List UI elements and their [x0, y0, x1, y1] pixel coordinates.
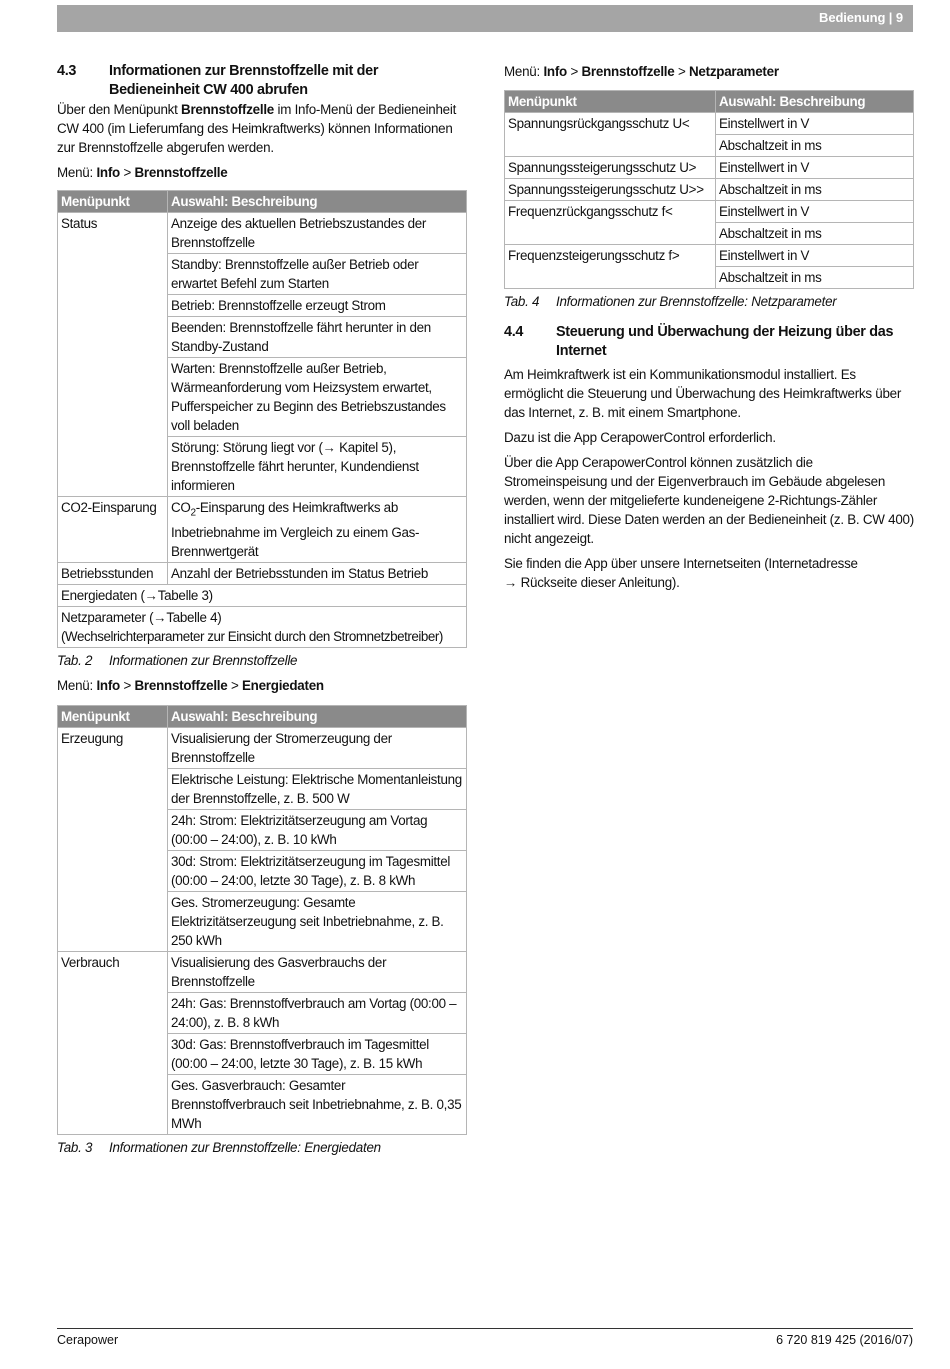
table-energiedaten: [57, 705, 467, 1135]
table-row: [505, 201, 914, 223]
table-cell: Ges. Gasverbrauch: Gesamter Brennstoffverbrauch seit Inbetriebnahme, z. B. 0,35 MWh: [168, 1074, 467, 1134]
table-brennstoffzelle: [57, 190, 467, 648]
table-cell: Abschaltzeit in ms: [716, 135, 914, 157]
table-cell: Abschaltzeit in ms: [716, 267, 914, 289]
section-title: Steuerung und Überwachung der Heizung über das Internet: [556, 324, 894, 359]
table-caption: Tab. 4 Informationen zur Brennstoffzelle: Netzparameter: [504, 294, 837, 309]
table-header-row: [505, 91, 914, 113]
table-cell: 24h: Strom: Elektrizitätserzeugung am Vortag (00:00 – 24:00), z. B. 10 kWh: [168, 809, 467, 850]
column-header: Auswahl: Beschreibung: [716, 91, 914, 113]
left-column: [57, 62, 467, 1163]
table-cell: $CO_2$-Einsparung des Heimkraftwerks ab Inbetriebnahme im Vergleich zu einem Gas-Brennwertgerät: [168, 497, 467, 563]
paragraph: Dazu ist die App CerapowerControl erforderlich.: [504, 430, 776, 445]
section-number: 4.4: [504, 324, 524, 340]
table-cell: Ges. Stromerzeugung: Gesamte Elektrizitätserzeugung seit Inbetriebnahme, z. B. 250 kWh: [168, 891, 467, 951]
row-label: Spannungssteigerungsschutz U>>: [505, 179, 716, 201]
table-row: [505, 113, 914, 135]
table-row: [58, 562, 467, 584]
table-cell: Standby: Brennstoffzelle außer Betrieb oder erwartet Befehl zum Starten: [168, 254, 467, 295]
column-header: Auswahl: Beschreibung: [168, 705, 467, 727]
row-label: Spannungssteigerungsschutz U>: [505, 157, 716, 179]
column-header: Menüpunkt: [505, 91, 716, 113]
row-label-betriebsstunden: Betriebsstunden: [58, 562, 168, 584]
table-cell: 30d: Gas: Brennstoffverbrauch im Tagesmittel (00:00 – 24:00, letzte 30 Tage), z. B. 15 kWh: [168, 1033, 467, 1074]
paragraph: Sie finden die App über unsere Internetseiten (Internetadresse → Rückseite dieser Anleitung).: [504, 556, 858, 590]
section-title: Informationen zur Brennstoffzelle mit der Bedieneinheit CW 400 abrufen: [109, 63, 379, 98]
table-cell: Einstellwert in V: [716, 245, 914, 267]
table-cell: Anzahl der Betriebsstunden im Status Betrieb: [168, 562, 467, 584]
paragraph: Über die App CerapowerControl können zusätzlich die Stromeinspeisung und der Eigenverbrauch im Gebäude abgelesen werden, wenn der mitgelieferte kundeneigene 2-Richtungs-Zähler installiert wird. Diese Daten werden an der Bedieneinheit (z. B. CW 400) nicht angezeigt.: [504, 455, 914, 546]
table-row: [58, 213, 467, 254]
footer-rule: [57, 1328, 913, 1329]
column-header: Auswahl: Beschreibung: [168, 191, 467, 213]
paragraph: Am Heimkraftwerk ist ein Kommunikationsmodul installiert. Es ermöglicht die Steuerung und Überwachung des Heimkraftwerks über das Internet, z. B. mit einem Smartphone.: [504, 367, 902, 420]
table-cell: Visualisierung der Stromerzeugung der Brennstoffzelle: [168, 727, 467, 768]
right-column: [504, 62, 914, 598]
menu-path-brennstoffzelle: Menü: Info > Brennstoffzelle: [57, 165, 228, 180]
table-row: [505, 245, 914, 267]
table-cell: Betrieb: Brennstoffzelle erzeugt Strom: [168, 295, 467, 317]
row-label-status: Status: [58, 213, 168, 497]
row-label: Frequenzrückgangsschutz f<: [505, 201, 716, 245]
row-label: Frequenzsteigerungsschutz f>: [505, 245, 716, 289]
table-cell: Einstellwert in V: [716, 157, 914, 179]
table-caption: Tab. 3 Informationen zur Brennstoffzelle: Energiedaten: [57, 1139, 381, 1155]
table-row: [505, 157, 914, 179]
table-cell: Abschaltzeit in ms: [716, 223, 914, 245]
table-row: [58, 584, 467, 606]
netzparameter-link-row: Netzparameter (→Tabelle 4) (Wechselrichterparameter zur Einsicht durch den Stromnetzbetreiber): [58, 606, 467, 647]
table-header-row: [58, 191, 467, 213]
footer-product-name: Cerapower: [57, 1333, 119, 1347]
table-header-row: [58, 705, 467, 727]
table-cell: Beenden: Brennstoffzelle fährt herunter in den Standby-Zustand: [168, 317, 467, 358]
table-cell: Visualisierung des Gasverbrauchs der Brennstoffzelle: [168, 951, 467, 992]
section-number: 4.3: [57, 63, 77, 79]
header-section-label: Bedienung | 9: [819, 10, 903, 25]
section-4-4-heading: [504, 323, 914, 361]
menu-path-energiedaten: Menü: Info > Brennstoffzelle > Energiedaten: [57, 677, 324, 693]
table-cell: Einstellwert in V: [716, 113, 914, 135]
row-label-verbrauch: Verbrauch: [58, 951, 168, 1134]
row-label-co2: CO2-Einsparung: [58, 497, 168, 563]
row-label-erzeugung: Erzeugung: [58, 727, 168, 951]
menu-path-netzparameter: Menü: Info > Brennstoffzelle > Netzparameter: [504, 64, 779, 79]
column-header: Menüpunkt: [58, 191, 168, 213]
row-label: Spannungsrückgangsschutz U<: [505, 113, 716, 157]
column-header: Menüpunkt: [58, 705, 168, 727]
section-4-3-intro: Über den Menüpunkt Brennstoffzelle im Info-Menü der Bedieneinheit CW 400 (im Lieferumfang des Heimkraftwerks) können Informationen zur Brennstoffzelle abgerufen werden.: [57, 102, 457, 155]
table-caption: Tab. 2 Informationen zur Brennstoffzelle: [57, 652, 298, 668]
table-cell: Elektrische Leistung: Elektrische Momentanleistung der Brennstoffzelle, z. B. 500 W: [168, 768, 467, 809]
table-cell: 30d: Strom: Elektrizitätserzeugung im Tagesmittel (00:00 – 24:00, letzte 30 Tage), z. B. 8 kWh: [168, 850, 467, 891]
energiedaten-link-row: Energiedaten (→Tabelle 3): [58, 584, 467, 606]
table-row: [505, 179, 914, 201]
section-4-3-heading: [57, 62, 467, 100]
header-bar: [57, 5, 913, 32]
table-row: [58, 951, 467, 992]
table-cell: Warten: Brennstoffzelle außer Betrieb, Wärmeanforderung vom Heizsystem erwartet, Pufferspeicher zu Beginn des Betriebszustandes voll beladen: [168, 358, 467, 437]
table-cell: Anzeige des aktuellen Betriebszustandes der Brennstoffzelle: [168, 213, 467, 254]
table-row: [58, 727, 467, 768]
table-row: [58, 606, 467, 647]
footer-document-number: 6 720 819 425 (2016/07): [776, 1333, 913, 1347]
table-cell: Einstellwert in V: [716, 201, 914, 223]
table-cell: Störung: Störung liegt vor (→ Kapitel 5), Brennstoffzelle fährt herunter, Kundendienst informieren: [168, 437, 467, 497]
table-cell: 24h: Gas: Brennstoffverbrauch am Vortag (00:00 – 24:00), z. B. 8 kWh: [168, 992, 467, 1033]
table-row: [58, 497, 467, 563]
table-cell: Abschaltzeit in ms: [716, 179, 914, 201]
table-netzparameter: [504, 90, 914, 289]
